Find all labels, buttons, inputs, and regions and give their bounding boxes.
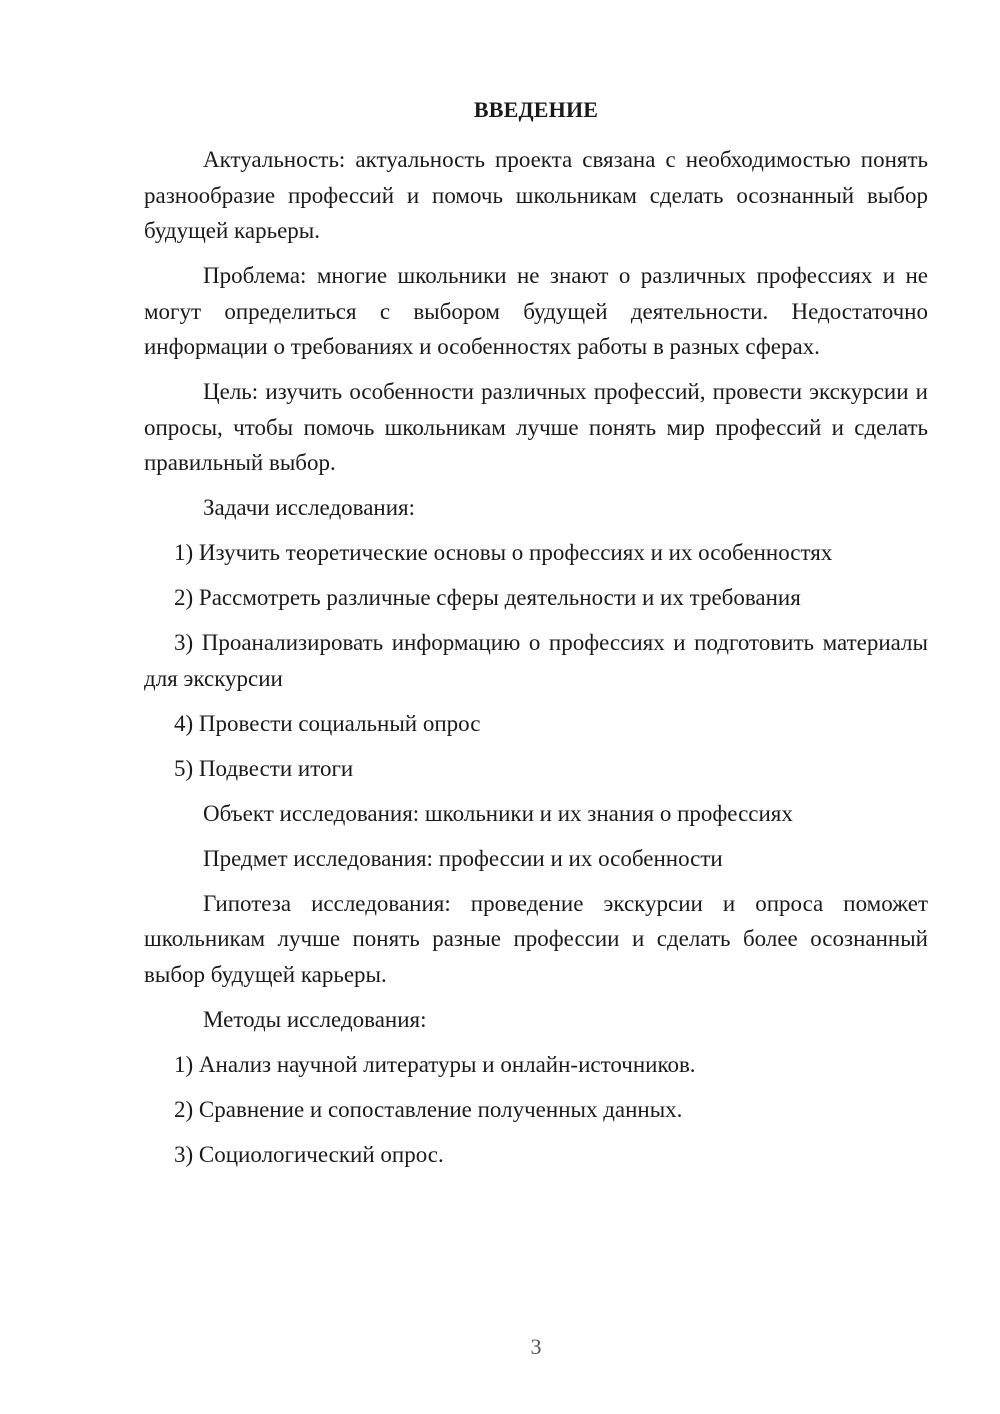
paragraph-problem: Проблема: многие школьники не знают о различных профессиях и не могут определиться с выбором будущей деятельности. Недостаточно информации о требованиях и особенностях работы в разных сферах. <box>144 263 928 359</box>
method-item: 3) Социологический опрос. <box>174 1141 444 1167</box>
page-number: 3 <box>530 1334 542 1359</box>
method-item: 2) Сравнение и сопоставление полученных данных. <box>174 1096 683 1122</box>
paragraph-goal: Цель: изучить особенности различных профессий, провести экскурсии и опросы, чтобы помочь школьникам лучше понять мир профессий и сделать правильный выбор. <box>144 379 928 475</box>
task-item: 5) Подвести итоги <box>174 755 354 781</box>
task-item: 3) Проанализировать информацию о профессиях и подготовить материалы для экскурсии <box>144 630 928 691</box>
task-item: 4) Провести социальный опрос <box>174 710 481 736</box>
tasks-heading: Задачи исследования: <box>203 495 416 520</box>
methods-heading: Методы исследования: <box>203 1006 427 1032</box>
document-body <box>144 142 928 1182</box>
section-heading: ВВЕДЕНИЕ <box>473 97 599 122</box>
paragraph-relevance: Актуальность: актуальность проекта связана с необходимостью понять разнообразие профессий и помочь школьникам сделать осознанный выбор будущей карьеры. <box>144 147 928 243</box>
method-item: 1) Анализ научной литературы и онлайн-источников. <box>174 1051 696 1077</box>
task-item: 1) Изучить теоретические основы о профессиях и их особенностях <box>174 540 833 565</box>
paragraph-subject: Предмет исследования: профессии и их особенности <box>203 845 723 871</box>
paragraph-object: Объект исследования: школьники и их знания о профессиях <box>203 800 793 826</box>
paragraph-hypothesis: Гипотеза исследования: проведение экскурсии и опроса поможет школьникам лучше понять разные профессии и сделать более осознанный выбор будущей карьеры. <box>144 890 928 987</box>
task-item: 2) Рассмотреть различные сферы деятельности и их требования <box>174 585 801 610</box>
